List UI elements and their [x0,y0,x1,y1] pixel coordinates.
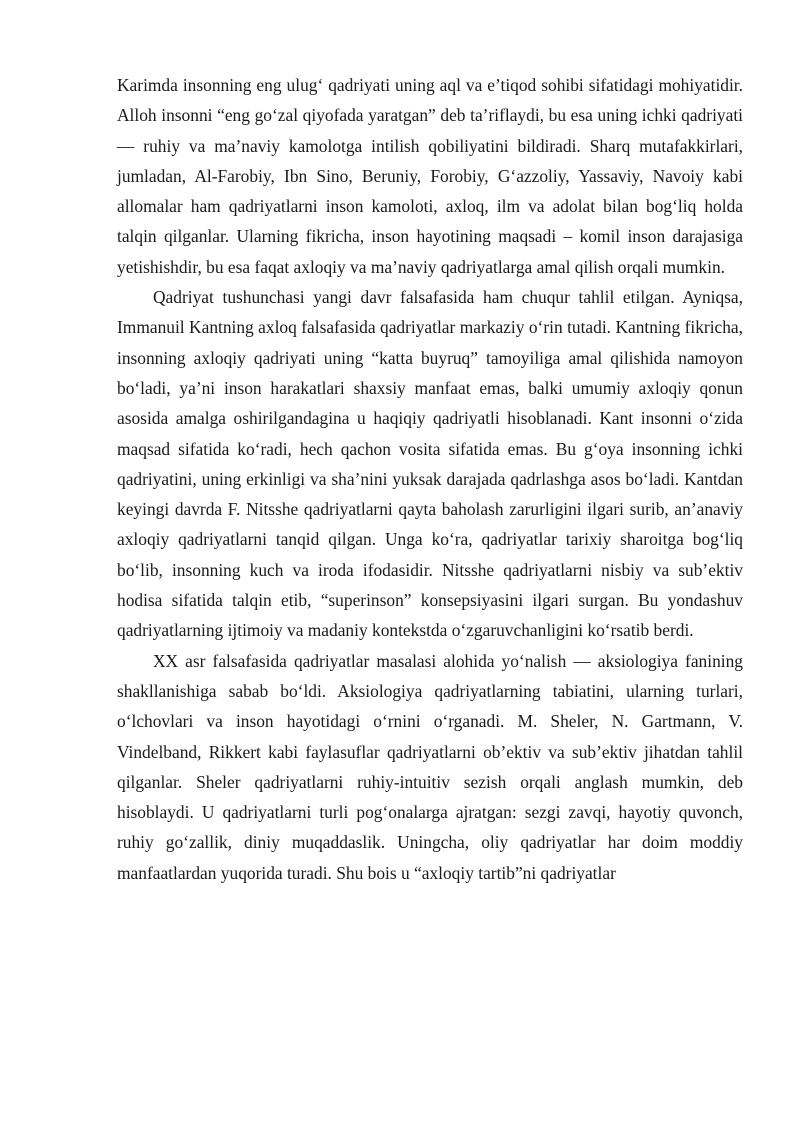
document-body [117,70,743,888]
paragraph-2: Qadriyat tushunchasi yangi davr falsafasida ham chuqur tahlil etilgan. Ayniqsa, Immanuil Kantning axloq falsafasida qadriyatlar markaziy o‘rin tutadi. Kantning fikricha, insonning axloqiy qadriyati uning “katta buyruq” tamoyiliga amal qilishida namoyon bo‘ladi, ya’ni inson harakatlari shaxsiy manfaat emas, balki umumiy axloqiy qonun asosida amalga oshirilgandagina u haqiqiy qadriyatli hisoblanadi. Kant insonni o‘zida maqsad sifatida ko‘radi, hech qachon vosita sifatida emas. Bu g‘oya insonning ichki qadriyatini, uning erkinligi va sha’nini yuksak darajada qadrlashga asos bo‘ladi. Kantdan keyingi davrda F. Nitsshe qadriyatlarni qayta baholash zarurligini ilgari surib, an’anaviy axloqiy qadriyatlarni tanqid qilgan. Unga ko‘ra, qadriyatlar tarixiy sharoitga bog‘liq bo‘lib, insonning kuch va iroda ifodasidir. Nitsshe qadriyatlarni nisbiy va sub’ektiv hodisa sifatida talqin etib, “superinson” konsepsiyasini ilgari surgan. Bu yondashuv qadriyatlarning ijtimoiy va madaniy kontekstda o‘zgaruvchanligini ko‘rsatib berdi. [117,287,743,641]
paragraph-3: XX asr falsafasida qadriyatlar masalasi alohida yo‘nalish — aksiologiya fanining shakllanishiga sabab bo‘ldi. Aksiologiya qadriyatlarning tabiatini, ularning turlari, o‘lchovlari va inson hayotidagi o‘rnini o‘rganadi. M. Sheler, N. Gartmann, V. Vindelband, Rikkert kabi faylasuflar qadriyatlarni ob’ektiv va sub’ektiv jihatdan tahlil qilganlar. Sheler qadriyatlarni ruhiy-intuitiv sezish orqali anglash mumkin, deb hisoblaydi. U qadriyatlarni turli pog‘onalarga ajratgan: sezgi zavqi, hayotiy quvonch, ruhiy go‘zallik, diniy muqaddaslik. Uningcha, oliy qadriyatlar har doim moddiy manfaatlardan yuqorida turadi. Shu bois u “axloqiy tartib”ni qadriyatlar [117,650,743,883]
paragraph-1: Karimda insonning eng ulug‘ qadriyati uning aql va e’tiqod sohibi sifatidagi mohiyatidir. Alloh insonni “eng go‘zal qiyofada yaratgan” deb ta’riflaydi, bu esa uning ichki qadriyati — ruhiy va ma’naviy kamolotga intilish qobiliyatini bildiradi. Sharq mutafakkirlari, jumladan, Al-Farobiy, Ibn Sino, Beruniy, Forobiy, G‘azzoliy, Yassaviy, Navoiy kabi allomalar ham qadriyatlarni inson kamoloti, axloq, ilm va adolat bilan bog‘liq holda talqin qilganlar. Ularning fikricha, inson hayotining maqsadi – komil inson darajasiga yetishishdir, bu esa faqat axloqiy va ma’naviy qadriyatlarga amal qilish orqali mumkin. [117,75,743,277]
